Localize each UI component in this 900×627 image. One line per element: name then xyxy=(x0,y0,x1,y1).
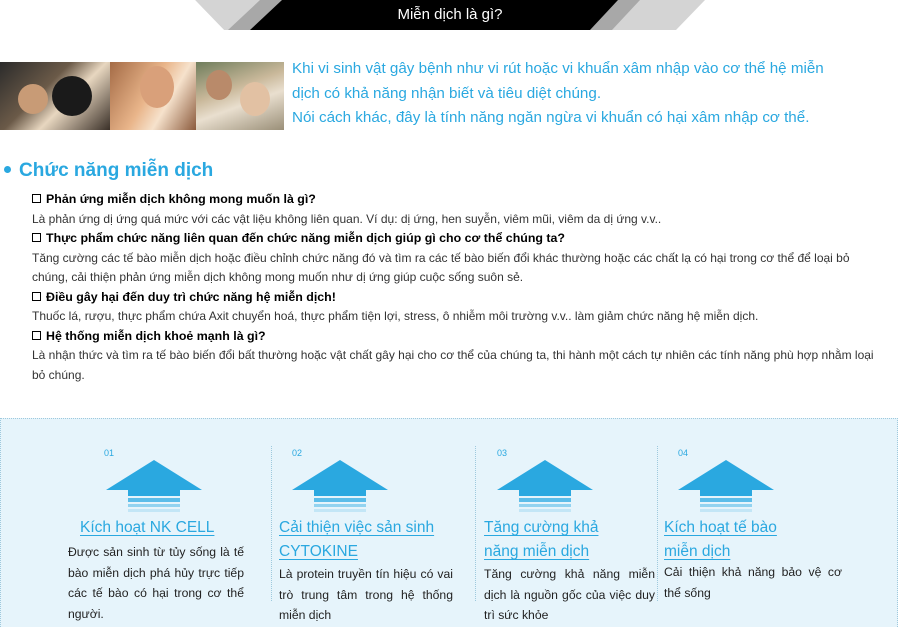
benefit-number: 02 xyxy=(292,448,303,458)
question-text: Hệ thống miễn dịch khoẻ mạnh là gì? xyxy=(46,328,266,343)
benefit-title xyxy=(80,516,214,540)
benefit-title-line: năng miễn dịch xyxy=(484,543,590,560)
benefit-card xyxy=(278,418,468,627)
benefit-card xyxy=(664,418,844,627)
benefit-number: 03 xyxy=(497,448,508,458)
up-arrow-icon xyxy=(676,460,776,514)
benefit-title-line: miễn dịch xyxy=(664,543,731,560)
qa-answer: Là phản ứng dị ứng quá mức với các vật liệu không liên quan. Ví dụ: dị ứng, hen suyễn, viêm mũi, viêm da dị ứng v.v.. xyxy=(32,211,662,226)
photo-family xyxy=(196,62,284,130)
up-arrow-icon xyxy=(495,460,595,514)
qa-question xyxy=(32,288,887,308)
checkbox-icon xyxy=(32,233,41,242)
checkbox-icon xyxy=(32,194,41,203)
benefit-title xyxy=(664,516,777,564)
intro-line: dịch có khả năng nhận biết và tiêu diệt chúng. xyxy=(292,84,602,102)
section-title xyxy=(4,160,213,182)
qa-answer: Tăng cường các tế bào miễn dịch hoặc điều chỉnh chức năng đó và tìm ra các tế bào biến đổi khác thường hoặc các chất lạ có hại trong cơ thể để loại bỏ chúng, cải thiện phản ứng miễn dịch không mong muốn như dị ứng giúp cuộc sống suôn sẻ. xyxy=(32,250,850,284)
question-text: Phản ứng miễn dịch không mong muốn là gì? xyxy=(46,192,316,206)
photo-doctor xyxy=(110,62,196,130)
qa-question xyxy=(32,327,887,347)
up-arrow-icon xyxy=(104,460,204,514)
benefit-description: Tăng cường khả năng miễn dịch là nguồn gốc của việc duy trì sức khỏe xyxy=(484,567,655,622)
benefit-description: Là protein truyền tín hiệu có vai trò trung tâm trong hệ thống miễn dịch xyxy=(279,567,453,622)
benefit-title xyxy=(484,516,598,564)
benefit-title xyxy=(279,516,434,564)
benefit-description: Được sản sinh từ tủy sống là tế bào miễn dịch phá hủy trực tiếp các tế bào có hại trong cơ thể người. xyxy=(68,545,244,621)
checkbox-icon xyxy=(32,331,41,340)
photo-microscope xyxy=(0,62,110,130)
benefit-description: Cải thiện khả năng bảo vệ cơ thể sống xyxy=(664,565,842,600)
benefit-title-line: Kích hoạt tế bào xyxy=(664,519,777,536)
intro-line: Khi vi sinh vật gây bệnh như vi rút hoặc vi khuẩn xâm nhập vào cơ thể hệ miễn xyxy=(292,60,824,77)
benefit-card xyxy=(66,418,246,627)
qa-question xyxy=(32,190,887,210)
question-text: Thực phẩm chức năng liên quan đến chức năng miễn dịch giúp gì cho cơ thể chúng ta? xyxy=(46,231,565,245)
question-text: Điều gây hại đến duy trì chức năng hệ miễn dịch! xyxy=(46,289,336,304)
bullet-dot-icon xyxy=(4,166,11,173)
column-divider xyxy=(271,446,272,601)
qa-question xyxy=(32,229,887,249)
header-banner xyxy=(0,0,900,30)
page-title: Miễn dịch là gì? xyxy=(397,6,503,23)
checkbox-icon xyxy=(32,292,41,301)
up-arrow-icon xyxy=(290,460,390,514)
benefit-card xyxy=(483,418,659,627)
column-divider xyxy=(475,446,476,601)
benefit-title-line: CYTOKINE xyxy=(279,543,358,560)
intro-photo-strip xyxy=(0,62,284,130)
qa-list xyxy=(32,190,887,385)
intro-line: Nói cách khác, đây là tính năng ngăn ngừa vi khuẩn có hại xâm nhập cơ thể. xyxy=(292,109,810,126)
benefit-title-line: Kích hoạt NK CELL xyxy=(80,519,215,536)
benefit-number: 01 xyxy=(104,448,115,458)
benefit-number: 04 xyxy=(678,448,689,458)
intro-text xyxy=(292,57,896,131)
qa-answer: Là nhận thức và tìm ra tế bào biến đổi bất thường hoặc vật chất gây hại cho cơ thể của chúng ta, thi hành một cách tự nhiên các tính năng phù hợp nhằm loại bỏ chúng. xyxy=(32,348,874,382)
benefit-title-line: Tăng cường khả xyxy=(484,519,599,536)
benefit-title-line: Cải thiện việc sản sinh xyxy=(279,519,435,536)
section-title-text: Chức năng miễn dịch xyxy=(19,160,214,181)
qa-answer: Thuốc lá, rượu, thực phẩm chứa Axit chuyển hoá, thực phẩm tiện lợi, stress, ô nhiễm môi trường v.v.. làm giảm chức năng hệ miễn dịch. xyxy=(32,309,759,323)
